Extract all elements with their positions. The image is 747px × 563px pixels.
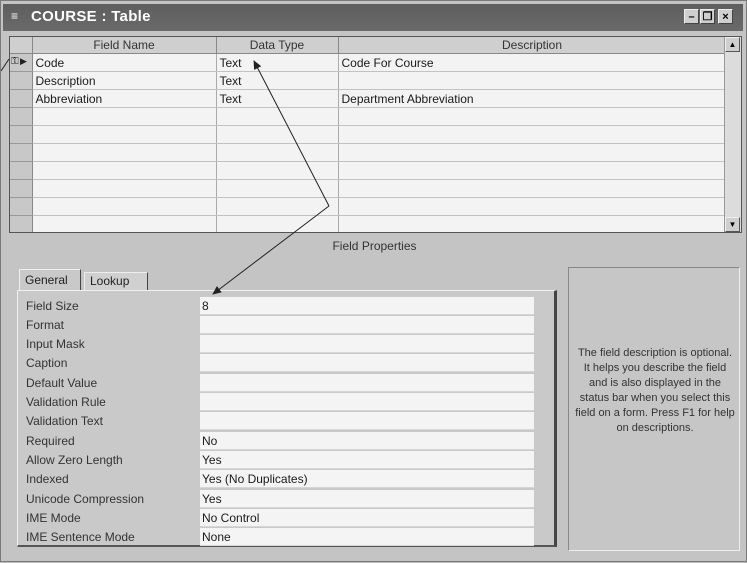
field-help-box xyxy=(568,267,740,551)
column-header-data-type[interactable]: Data Type xyxy=(216,37,338,54)
field-properties-label: Field Properties xyxy=(332,239,417,253)
description-cell[interactable]: Code For Course xyxy=(338,54,726,72)
row-selector[interactable] xyxy=(10,180,32,198)
row-selector[interactable] xyxy=(10,216,32,234)
data-type-cell[interactable] xyxy=(216,144,338,162)
caption-input[interactable] xyxy=(200,354,534,372)
row-selector[interactable] xyxy=(10,108,32,126)
tab-lookup[interactable]: Lookup xyxy=(84,272,148,291)
property-row-validation-text xyxy=(24,412,534,431)
data-type-cell[interactable] xyxy=(216,216,338,234)
row-selector[interactable] xyxy=(10,72,32,90)
field-name-cell[interactable]: Abbreviation xyxy=(32,90,216,108)
property-row-ime-sentence-mode xyxy=(24,528,534,547)
table-row[interactable] xyxy=(10,162,726,180)
data-type-cell[interactable] xyxy=(216,108,338,126)
table-row[interactable] xyxy=(10,54,726,72)
description-cell[interactable] xyxy=(338,162,726,180)
property-row-caption xyxy=(24,354,534,373)
field-name-cell[interactable] xyxy=(32,126,216,144)
window-title: COURSE : Table xyxy=(31,8,151,25)
table-row[interactable] xyxy=(10,198,726,216)
data-type-cell[interactable]: Text xyxy=(216,72,338,90)
data-type-cell[interactable] xyxy=(216,198,338,216)
ime-mode-input[interactable]: No Control xyxy=(200,509,534,527)
field-name-cell[interactable] xyxy=(32,180,216,198)
data-type-cell[interactable] xyxy=(216,180,338,198)
scroll-down-arrow-icon[interactable]: ▼ xyxy=(725,217,740,232)
field-size-input[interactable]: 8 xyxy=(200,297,534,315)
data-type-cell[interactable] xyxy=(216,126,338,144)
property-label: Field Size xyxy=(26,299,79,313)
property-label: Validation Rule xyxy=(26,395,106,409)
property-row-indexed xyxy=(24,470,534,489)
help-text: The field description is optional. It helps you describe the field and is also displayed in the status bar when you select this field on a form. Press F1 for help on descriptions. xyxy=(575,347,735,434)
property-row-input-mask xyxy=(24,335,534,354)
property-row-validation-rule xyxy=(24,393,534,412)
key-icon: ⚿ xyxy=(11,56,19,67)
format-input[interactable] xyxy=(200,316,534,334)
row-selector[interactable] xyxy=(10,126,32,144)
description-cell[interactable] xyxy=(338,198,726,216)
property-row-allow-zero-length xyxy=(24,451,534,470)
row-selector[interactable] xyxy=(10,144,32,162)
property-label: IME Mode xyxy=(26,511,81,525)
allow-zero-length-input[interactable]: Yes xyxy=(200,451,534,469)
description-cell[interactable]: Department Abbreviation xyxy=(338,90,726,108)
restore-button[interactable]: ❐ xyxy=(700,9,715,24)
field-name-cell[interactable] xyxy=(32,198,216,216)
title-bar[interactable] xyxy=(3,4,743,31)
minimize-button[interactable]: – xyxy=(684,9,699,24)
unicode-compression-input[interactable]: Yes xyxy=(200,490,534,508)
table-row[interactable] xyxy=(10,72,726,90)
validation-text-input[interactable] xyxy=(200,412,534,430)
row-selector[interactable] xyxy=(10,198,32,216)
table-row[interactable] xyxy=(10,144,726,162)
property-label: Validation Text xyxy=(26,414,103,428)
property-row-field-size xyxy=(24,297,534,316)
vertical-scrollbar[interactable] xyxy=(724,37,741,232)
field-name-cell[interactable] xyxy=(32,108,216,126)
row-pointer-icon: ▶ xyxy=(20,56,27,66)
property-row-ime-mode xyxy=(24,509,534,528)
field-table xyxy=(10,37,727,233)
description-cell[interactable] xyxy=(338,126,726,144)
close-button[interactable]: × xyxy=(718,9,733,24)
description-cell[interactable] xyxy=(338,72,726,90)
default-value-input[interactable] xyxy=(200,374,534,392)
property-row-required xyxy=(24,432,534,451)
description-cell[interactable] xyxy=(338,180,726,198)
required-input[interactable]: No xyxy=(200,432,534,450)
description-cell[interactable] xyxy=(338,216,726,234)
table-row[interactable] xyxy=(10,216,726,234)
property-label: Unicode Compression xyxy=(26,492,145,506)
tab-general[interactable]: General xyxy=(19,269,81,292)
property-row-format xyxy=(24,316,534,335)
row-selector[interactable] xyxy=(10,54,32,72)
description-cell[interactable] xyxy=(338,108,726,126)
indexed-input[interactable]: Yes (No Duplicates) xyxy=(200,470,534,488)
property-label: Caption xyxy=(26,356,68,370)
field-name-cell[interactable] xyxy=(32,216,216,234)
column-header-field-name[interactable]: Field Name xyxy=(32,37,216,54)
ime-sentence-mode-input[interactable]: None xyxy=(200,528,534,546)
grid-header-row xyxy=(10,37,726,54)
data-type-cell[interactable] xyxy=(216,162,338,180)
property-label: Required xyxy=(26,434,75,448)
row-selector[interactable] xyxy=(10,90,32,108)
data-type-cell[interactable]: Text xyxy=(216,54,338,72)
property-label: IME Sentence Mode xyxy=(26,530,135,544)
input-mask-input[interactable] xyxy=(200,335,534,353)
system-menu-icon[interactable]: ≡ xyxy=(11,9,19,23)
row-selector-header xyxy=(10,37,32,54)
data-type-cell[interactable]: Text xyxy=(216,90,338,108)
row-selector[interactable] xyxy=(10,162,32,180)
table-row[interactable] xyxy=(10,108,726,126)
property-row-unicode-compression xyxy=(24,490,534,509)
edge-pointer-mark xyxy=(1,59,9,71)
column-header-description[interactable]: Description xyxy=(338,37,726,54)
field-name-cell[interactable] xyxy=(32,144,216,162)
field-name-cell[interactable]: Code xyxy=(32,54,216,72)
description-cell[interactable] xyxy=(338,144,726,162)
table-row[interactable] xyxy=(10,180,726,198)
field-name-cell[interactable]: Description xyxy=(32,72,216,90)
property-label: Indexed xyxy=(26,472,69,486)
property-label: Allow Zero Length xyxy=(26,453,123,467)
scroll-up-arrow-icon[interactable]: ▲ xyxy=(725,37,740,52)
field-name-cell[interactable] xyxy=(32,162,216,180)
validation-rule-input[interactable] xyxy=(200,393,534,411)
table-row[interactable] xyxy=(10,90,726,108)
table-row[interactable] xyxy=(10,126,726,144)
general-properties-panel xyxy=(17,290,557,547)
property-label: Format xyxy=(26,318,65,332)
property-row-default-value xyxy=(24,374,534,393)
field-design-grid xyxy=(9,36,742,233)
property-label: Default Value xyxy=(26,376,98,390)
property-label: Input Mask xyxy=(26,337,85,351)
